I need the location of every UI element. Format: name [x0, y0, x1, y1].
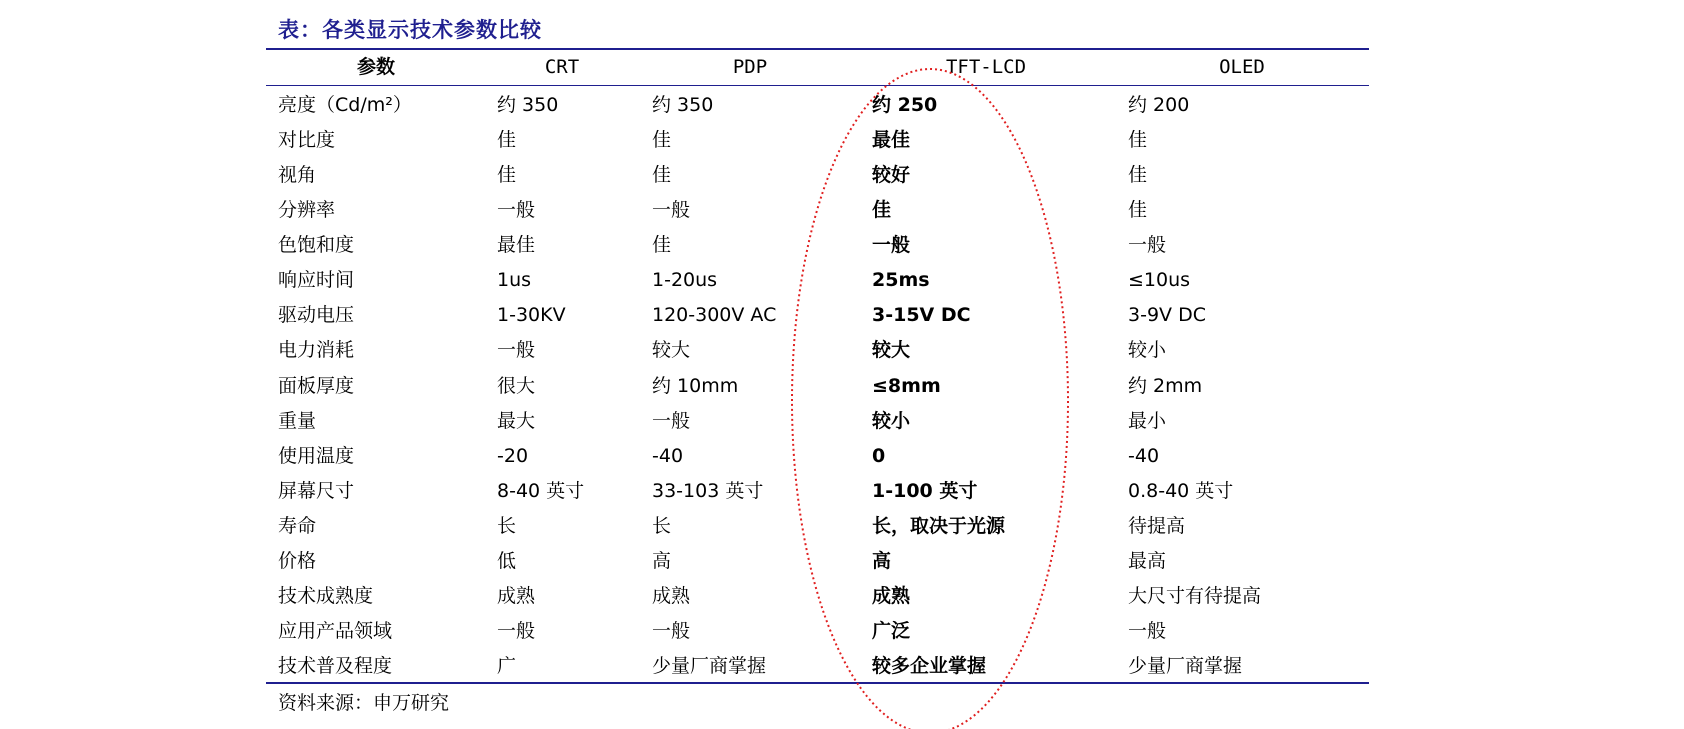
- cell-param: 面板厚度: [278, 374, 355, 397]
- table-row: [0, 263, 1684, 298]
- cell-param: 色饱和度: [278, 234, 355, 257]
- cell-oled: 佳: [1128, 199, 1148, 222]
- table-row: [0, 404, 1684, 439]
- cell-crt: 最大: [497, 409, 536, 432]
- cell-oled: 0.8-40 英寸: [1128, 479, 1234, 502]
- cell-param: 分辨率: [278, 199, 336, 222]
- cell-param: 视角: [278, 164, 317, 187]
- source-note: 资料来源：申万研究: [278, 692, 450, 714]
- cell-param: 响应时间: [278, 269, 355, 292]
- cell-param: 技术普及程度: [278, 655, 393, 677]
- cell-crt: 佳: [497, 164, 517, 187]
- table-row: [0, 298, 1684, 333]
- cell-crt: 一般: [497, 339, 536, 362]
- cell-pdp: 较大: [652, 339, 691, 362]
- cell-pdp: 高: [652, 549, 672, 572]
- cell-pdp: -40: [652, 444, 684, 467]
- column-header-oled: OLED: [1219, 56, 1265, 78]
- cell-tft-lcd: 较大: [872, 339, 911, 362]
- table-row: [0, 333, 1684, 368]
- cell-tft-lcd: 长，取决于光源: [872, 514, 1006, 537]
- table-row: [0, 123, 1684, 158]
- cell-tft-lcd: 较多企业掌握: [872, 655, 987, 677]
- table-row: [0, 158, 1684, 193]
- cell-pdp: 成熟: [652, 584, 691, 607]
- cell-tft-lcd: 成熟: [872, 584, 911, 607]
- cell-crt: 佳: [497, 129, 517, 152]
- cell-pdp: 约 350: [652, 94, 714, 116]
- table-row: [0, 369, 1684, 404]
- cell-oled: 大尺寸有待提高: [1128, 584, 1262, 607]
- cell-pdp: 33-103 英寸: [652, 479, 764, 502]
- table-row: [0, 228, 1684, 263]
- cell-crt: 1-30KV: [497, 304, 566, 327]
- cell-tft-lcd: 较好: [872, 164, 911, 187]
- cell-param: 屏幕尺寸: [278, 479, 355, 502]
- column-header-tft-lcd: TFT-LCD: [945, 56, 1027, 78]
- table-title: 表：各类显示技术参数比较: [278, 18, 542, 42]
- table-row: [0, 614, 1684, 649]
- cell-pdp: 少量厂商掌握: [652, 655, 767, 677]
- cell-oled: 约 2mm: [1128, 374, 1203, 397]
- cell-param: 电力消耗: [278, 339, 355, 362]
- cell-oled: 最高: [1128, 549, 1167, 572]
- cell-tft-lcd: 一般: [872, 234, 911, 257]
- cell-pdp: 佳: [652, 234, 672, 257]
- cell-tft-lcd: 1-100 英寸: [872, 479, 978, 502]
- cell-pdp: 一般: [652, 199, 691, 222]
- cell-crt: 约 350: [497, 94, 559, 116]
- cell-param: 技术成熟度: [278, 584, 374, 607]
- cell-oled: 3-9V DC: [1128, 304, 1206, 327]
- column-header-crt: CRT: [544, 56, 580, 78]
- cell-oled: -40: [1128, 444, 1160, 467]
- table-row: [0, 88, 1684, 123]
- cell-tft-lcd: 约 250: [872, 94, 938, 116]
- cell-pdp: 佳: [652, 129, 672, 152]
- cell-crt: 1us: [497, 269, 532, 292]
- table-row: [0, 474, 1684, 509]
- cell-oled: 较小: [1128, 339, 1167, 362]
- cell-oled: 佳: [1128, 164, 1148, 187]
- cell-crt: 8-40 英寸: [497, 479, 585, 502]
- cell-param: 重量: [278, 409, 317, 432]
- cell-tft-lcd: 较小: [872, 409, 911, 432]
- table-bottom-rule: [266, 682, 1369, 684]
- table-header-row: [0, 50, 1684, 85]
- cell-crt: -20: [497, 444, 529, 467]
- cell-tft-lcd: 最佳: [872, 129, 911, 152]
- table-row: [0, 509, 1684, 544]
- cell-param: 使用温度: [278, 444, 355, 467]
- cell-oled: 一般: [1128, 234, 1167, 257]
- cell-param: 价格: [278, 549, 317, 572]
- column-header-pdp: PDP: [732, 56, 768, 78]
- cell-oled: 少量厂商掌握: [1128, 655, 1243, 677]
- table-row: [0, 579, 1684, 614]
- cell-pdp: 长: [652, 514, 672, 537]
- cell-crt: 一般: [497, 199, 536, 222]
- cell-pdp: 佳: [652, 164, 672, 187]
- cell-tft-lcd: 广泛: [872, 619, 911, 642]
- cell-param: 应用产品领域: [278, 619, 393, 642]
- cell-oled: ≤10us: [1128, 269, 1191, 292]
- cell-oled: 佳: [1128, 129, 1148, 152]
- cell-oled: 约 200: [1128, 94, 1190, 116]
- cell-tft-lcd: 3-15V DC: [872, 304, 971, 327]
- table-row: [0, 649, 1684, 684]
- cell-oled: 一般: [1128, 619, 1167, 642]
- table-row: [0, 439, 1684, 474]
- cell-pdp: 1-20us: [652, 269, 718, 292]
- cell-param: 亮度（Cd/m²）: [278, 94, 412, 116]
- cell-crt: 最佳: [497, 234, 536, 257]
- column-header-param: 参数: [356, 56, 395, 78]
- cell-param: 对比度: [278, 129, 336, 152]
- cell-pdp: 120-300V AC: [652, 304, 777, 327]
- cell-pdp: 约 10mm: [652, 374, 739, 397]
- table-row: [0, 544, 1684, 579]
- cell-crt: 广: [497, 655, 517, 677]
- table-row: [0, 193, 1684, 228]
- cell-crt: 很大: [497, 374, 536, 397]
- cell-tft-lcd: ≤8mm: [872, 374, 941, 397]
- cell-param: 寿命: [278, 514, 317, 537]
- cell-tft-lcd: 高: [872, 549, 892, 572]
- cell-tft-lcd: 25ms: [872, 269, 930, 292]
- cell-param: 驱动电压: [278, 304, 355, 327]
- table-header-rule: [266, 85, 1369, 86]
- cell-pdp: 一般: [652, 619, 691, 642]
- cell-tft-lcd: 佳: [872, 199, 892, 222]
- cell-crt: 低: [497, 549, 517, 572]
- cell-crt: 一般: [497, 619, 536, 642]
- cell-oled: 待提高: [1128, 514, 1186, 537]
- cell-pdp: 一般: [652, 409, 691, 432]
- cell-oled: 最小: [1128, 409, 1167, 432]
- cell-crt: 成熟: [497, 584, 536, 607]
- cell-crt: 长: [497, 514, 517, 537]
- cell-tft-lcd: 0: [872, 444, 886, 467]
